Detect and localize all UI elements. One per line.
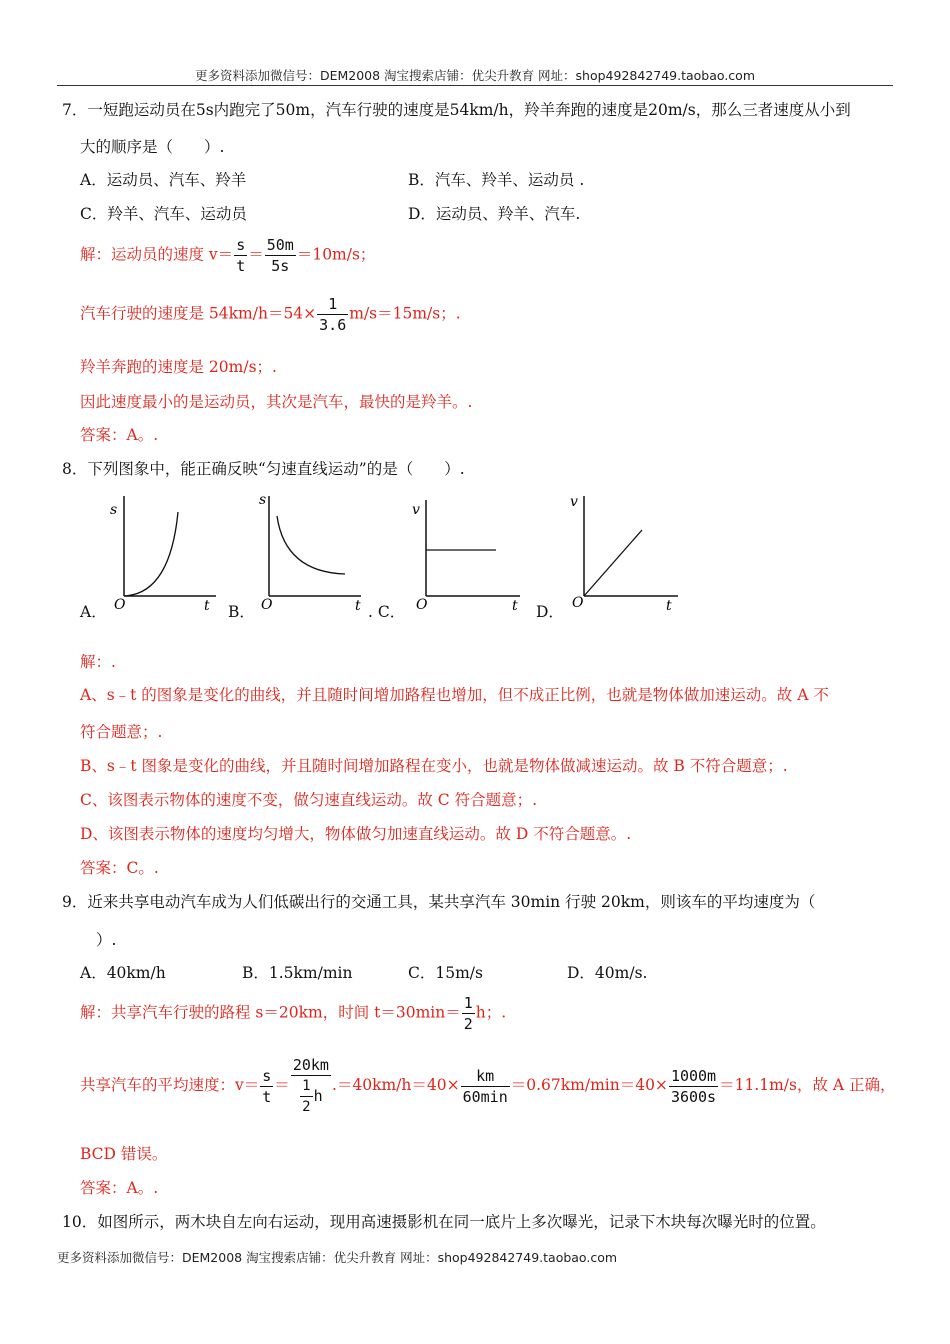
q9-option-a: A．40km/h — [80, 964, 166, 982]
q8-solution-a-line1: A、s﹣t 的图象是变化的曲线，并且随时间增加路程也增加，但不成正比例，也就是物体做加速运动。故 A 不 — [80, 686, 829, 704]
frac-denominator: t — [262, 1087, 272, 1106]
x-axis-label: t — [512, 598, 518, 614]
q8-solution-c: C、该图表示物体的速度不变，做匀速直线运动。故 C 符合题意；. — [80, 791, 538, 809]
frac-denominator: 60min — [462, 1087, 508, 1106]
q7-option-a: A．运动员、汽车、羚羊 — [80, 171, 247, 189]
equals-sign: ＝ — [248, 245, 264, 264]
frac-numerator: 1000m — [670, 1066, 717, 1085]
y-axis-label: v — [412, 502, 420, 518]
q9-fraction-1000m-over-3600s — [669, 1067, 718, 1106]
x-axis-label: t — [204, 598, 210, 614]
frac-numerator: 1 — [463, 994, 473, 1012]
frac-denominator: 2 — [463, 1015, 473, 1033]
curve — [584, 530, 642, 596]
q9-option-d: D．40m/s. — [567, 964, 648, 982]
q7-option-b: B．汽车、羚羊、运动员 . — [408, 171, 585, 189]
q7-solution-line3: 羚羊奔跑的速度是 20m/s；. — [80, 358, 277, 376]
x-axis-label: t — [355, 598, 361, 614]
frac-numerator: s — [262, 1066, 272, 1085]
q9-option-b: B．1.5km/min — [242, 964, 353, 982]
q9-sol2-middle2: ＝0.67km/min＝40× — [510, 1076, 668, 1094]
q8-graph-c — [402, 490, 527, 619]
q7-stem-line1: 7．一短跑运动员在5s内跑完了50m，汽车行驶的速度是54km/h，羚羊奔跑的速度是20m/s，那么三者速度从小到 — [62, 101, 851, 119]
q8-option-c-label: . C． — [368, 603, 406, 621]
q8-graph-a — [100, 490, 225, 619]
q7-solution-line1 — [80, 236, 375, 275]
origin-label: O — [416, 597, 428, 613]
q8-solution-a-line2: 符合题意；. — [80, 723, 163, 741]
q7-sol2-suffix: m/s＝15m/s；. — [349, 304, 461, 323]
q9-sol1-suffix: h；. — [475, 1003, 507, 1022]
q7-answer: 答案：A。. — [80, 426, 159, 444]
frac-numerator: 50m — [266, 236, 294, 254]
q9-fraction-s-over-t — [260, 1067, 273, 1106]
page-header: 更多资料添加微信号：DEM2008 淘宝搜索店铺：优尖升教育 网址：shop492842749.taobao.com — [194, 68, 756, 83]
q8-graph-b — [245, 490, 370, 619]
q7-solution-line2 — [80, 295, 461, 334]
curve — [277, 516, 345, 574]
q8-option-b-label: B． — [228, 603, 255, 621]
frac-numerator: 20km — [292, 1056, 329, 1074]
q7-option-c: C．羚羊、汽车、运动员 — [80, 205, 247, 223]
q7-fraction-1-over-3-6 — [317, 295, 348, 334]
q8-solution-intro: 解：. — [80, 653, 116, 671]
equals-sign: ＝ — [274, 1076, 290, 1094]
y-axis-label: s — [110, 502, 118, 518]
unit-text: h — [313, 1087, 323, 1105]
frac-denominator — [291, 1076, 331, 1116]
q9-sol2-prefix: 共享汽车的平均速度：v＝ — [80, 1076, 260, 1094]
q7-sol2-prefix: 汽车行驶的速度是 54km/h＝54× — [80, 304, 317, 323]
frac-denominator: 5s — [271, 257, 290, 275]
x-axis-label: t — [666, 598, 672, 614]
q8-solution-b: B、s﹣t 图象是变化的曲线，并且随时间增加路程在变小，也就是物体做减速运动。故 B 不符合题意；. — [80, 757, 788, 775]
q9-stem-line1: 9．近来共享电动汽车成为人们低碳出行的交通工具，某共享汽车 30min 行驶 20km，则该车的平均速度为（ — [62, 893, 816, 911]
q9-sol2-middle1: .＝40km/h＝40× — [331, 1076, 460, 1094]
q8-option-d-label: D． — [536, 603, 564, 621]
q9-fraction-km-over-60min — [461, 1067, 510, 1106]
frac-denominator: 3600s — [670, 1087, 717, 1106]
frac-numerator: 1 — [317, 295, 348, 315]
header-divider — [57, 85, 893, 86]
q7-fraction-50m-over-5s — [265, 236, 296, 275]
y-axis-label: s — [259, 492, 267, 508]
q7-option-d: D．运动员、羚羊、汽车. — [408, 205, 581, 223]
q7-fraction-s-over-t — [234, 236, 247, 275]
q9-option-c: C．15m/s — [408, 964, 483, 982]
origin-label: O — [114, 597, 126, 613]
q7-solution-line4: 因此速度最小的是运动员，其次是汽车，最快的是羚羊。. — [80, 393, 473, 411]
q8-graph-d — [560, 490, 685, 619]
frac-denominator: 2 — [302, 1099, 311, 1115]
q9-sol2-suffix: ＝11.1m/s，故 A 正确， — [719, 1076, 896, 1094]
frac-numerator: 1 — [300, 1077, 312, 1097]
q7-sol1-prefix: 解：运动员的速度 v＝ — [80, 245, 234, 264]
origin-label: O — [261, 597, 273, 613]
q9-fraction-1-over-2 — [462, 994, 475, 1033]
q8-answer: 答案：C。. — [80, 859, 159, 877]
q9-solution-line3: BCD 错误。 — [80, 1145, 168, 1163]
q8-solution-d: D、该图表示物体的速度均匀增大，物体做匀加速直线运动。故 D 不符合题意。. — [80, 825, 632, 843]
nested-fraction — [300, 1077, 312, 1116]
frac-denominator: 3.6 — [319, 316, 347, 334]
q9-solution-line2 — [80, 1056, 896, 1116]
frac-numerator: km — [461, 1067, 510, 1087]
origin-label: O — [572, 595, 584, 611]
q9-solution-line1 — [80, 994, 506, 1033]
q9-fraction-20km-over-half-h — [291, 1056, 331, 1116]
frac-numerator: s — [236, 236, 246, 254]
page-footer: 更多资料添加微信号：DEM2008 淘宝搜索店铺：优尖升教育 网址：shop492842749.taobao.com — [57, 1250, 618, 1265]
q9-sol1-prefix: 解：共享汽车行驶的路程 s＝20km，时间 t＝30min＝ — [80, 1003, 461, 1022]
q8-option-a-label: A． — [80, 603, 107, 621]
curve — [124, 512, 178, 596]
q7-sol1-suffix: ＝10m/s； — [296, 245, 376, 264]
frac-denominator: t — [236, 257, 246, 275]
q7-stem-line2: 大的顺序是（ ）. — [80, 138, 225, 156]
q8-stem: 8．下列图象中，能正确反映“匀速直线运动”的是（ ）. — [62, 460, 465, 478]
y-axis-label: v — [570, 494, 578, 510]
q10-stem: 10．如图所示，两木块自左向右运动，现用高速摄影机在同一底片上多次曝光，记录下木块每次曝光时的位置。 — [62, 1213, 826, 1231]
q9-stem-line2: ）. — [96, 931, 117, 949]
q9-answer: 答案：A。. — [80, 1179, 159, 1197]
